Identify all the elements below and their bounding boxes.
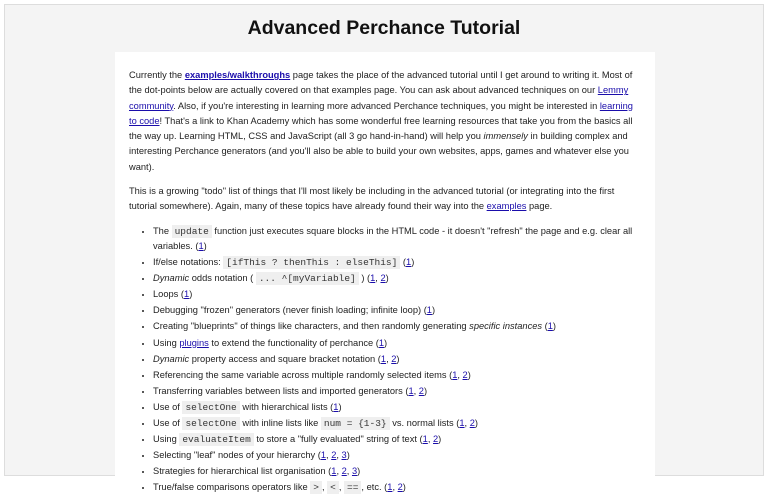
emphasis-text: Dynamic [153, 353, 190, 364]
todo-list-item [153, 271, 641, 286]
todo-list-item [153, 416, 641, 431]
text: ) [411, 257, 415, 268]
text: , [392, 482, 398, 493]
emphasis-text: Dynamic [153, 273, 190, 284]
text: , [464, 418, 470, 428]
text: , [346, 466, 352, 477]
text: vs. normal lists ( [389, 418, 460, 428]
text: Loops ( [153, 289, 185, 300]
reference-link[interactable]: 2 [397, 482, 403, 493]
inline-code: update [172, 225, 212, 238]
text: , [386, 353, 392, 364]
inline-link[interactable]: learning to code [129, 100, 633, 126]
todo-list-item [153, 352, 641, 367]
page-title: Advanced Perchance Tutorial [247, 17, 521, 39]
inline-link[interactable]: examples/walkthroughs [184, 70, 291, 80]
todo-list-item [153, 255, 641, 270]
text: ) [346, 450, 350, 461]
reference-link[interactable]: 2 [341, 466, 347, 477]
text: Transferring variables between lists and imported generators ( [153, 385, 409, 396]
reference-link[interactable]: 3 [351, 466, 358, 477]
todo-list-item [153, 464, 641, 479]
todo-list-item [153, 480, 641, 495]
inline-link[interactable]: Lemmy community [129, 85, 629, 111]
text: property access and square bracket notation ( [189, 353, 381, 364]
text: ! That's a link to Khan Academy which has some wonderful free learning resources that take you from the basics all the way up. Learning HTML, CSS and JavaScript (all 3 go hand-in-hand) will help you [129, 115, 633, 142]
text: , [336, 466, 342, 477]
inline-code: > [310, 481, 322, 494]
text: in building complex and interesting Perchance generators (and you'll also be able to build your own websites, apps, games and whatever else you want). [129, 131, 629, 172]
reference-link[interactable]: 1 [184, 289, 190, 300]
reference-link[interactable]: 1 [320, 450, 327, 461]
text: ) [423, 385, 428, 396]
reference-link[interactable]: 1 [380, 353, 387, 364]
reference-link[interactable]: 2 [433, 434, 439, 445]
inline-code: < [327, 481, 339, 494]
page-frame [4, 4, 764, 494]
text: If/else notations: [153, 257, 224, 268]
reference-link[interactable]: 1 [406, 257, 412, 268]
text: ) [431, 305, 436, 316]
text: , [338, 482, 345, 493]
text: , [375, 273, 381, 284]
inline-code: selectOne [182, 417, 239, 430]
text: Referencing the same variable across multiple randomly selected items ( [153, 369, 453, 380]
reference-link[interactable]: 1 [198, 240, 204, 251]
text: ( [542, 321, 548, 332]
intro-paragraph [129, 68, 641, 175]
text: ) [338, 401, 342, 412]
text: ) [552, 321, 556, 332]
todo-list-item [153, 384, 641, 399]
reference-link[interactable]: 2 [391, 353, 397, 364]
text: odds notation ( [189, 273, 256, 284]
text: , [427, 434, 433, 445]
text: ) [474, 418, 478, 428]
text: , etc. ( [361, 482, 388, 493]
reference-link[interactable]: 1 [422, 434, 428, 445]
text: ) [396, 353, 400, 364]
reference-link[interactable]: 1 [547, 321, 553, 332]
text: Creating "blueprints" of things like characters, and then randomly generating [153, 321, 470, 332]
text: ) [189, 289, 193, 300]
todo-list-item [153, 319, 641, 334]
content-card [115, 52, 655, 494]
reference-link[interactable]: 1 [333, 401, 339, 412]
text: ) [203, 240, 207, 251]
text: with hierarchical lists ( [239, 401, 334, 412]
text: Using [153, 337, 180, 348]
text: , [321, 482, 328, 493]
inline-code: == [344, 481, 361, 494]
text: Selecting "leaf" nodes of your hierarchy ( [153, 450, 321, 461]
reference-link[interactable]: 1 [331, 466, 337, 477]
text: Using [153, 434, 180, 445]
text: page takes the place of the advanced tutorial until I get around to writing it. Most of the dot-points below are actually covered on that examples page. You can ask about advanced techniques on our [129, 70, 633, 96]
text: . Also, if you're interesting in learning more advanced Perchance techniques, you might be interested in [173, 100, 600, 111]
todo-list-item [153, 432, 641, 447]
todo-list-item [153, 224, 641, 255]
text: with inline lists like [239, 418, 321, 428]
inline-code: selectOne [182, 401, 239, 414]
text: ) [467, 369, 471, 380]
text: , [326, 450, 332, 461]
reference-link[interactable]: 2 [418, 385, 424, 396]
reference-link[interactable]: 1 [426, 305, 432, 316]
text: , [457, 369, 463, 380]
inline-link[interactable]: plugins [179, 337, 209, 348]
reference-link[interactable]: 1 [459, 418, 465, 428]
reference-link[interactable]: 3 [341, 450, 347, 461]
todo-list-item [153, 336, 641, 351]
inline-code: num = {1-3} [321, 417, 390, 430]
text: The [153, 225, 172, 236]
reference-link[interactable]: 1 [408, 385, 414, 396]
emphasis-text: immensely [483, 131, 528, 142]
inline-code: ... ^[myVariable] [256, 272, 359, 285]
reference-link[interactable]: 1 [452, 369, 458, 380]
text: Strategies for hierarchical list organisation ( [153, 466, 332, 477]
reference-link[interactable]: 2 [469, 418, 475, 428]
text: ) [385, 273, 389, 284]
todo-list-item [153, 448, 641, 463]
reference-link[interactable]: 1 [370, 273, 376, 284]
inline-code: [ifThis ? thenThis : elseThis] [223, 256, 400, 269]
text: , [336, 450, 342, 461]
todo-list-item [153, 400, 641, 415]
text: This is a growing "todo" list of things that I'll most likely be including in the advanced tutorial (or integrating into the first tutorial somewhere). Again, many of these topics have already found their way into the [129, 186, 615, 212]
text: function just executes square blocks in the HTML code - it doesn't "refresh" the page and e.g. clear all variables. ( [153, 225, 633, 251]
reference-link[interactable]: 2 [331, 450, 337, 461]
text: Use of [153, 418, 183, 428]
text: Debugging "frozen" generators (never finish loading; infinite loop) ( [153, 305, 427, 316]
todo-list-item [153, 287, 641, 302]
text: , [413, 385, 419, 396]
inline-code: evaluateItem [179, 433, 253, 446]
reference-link[interactable]: 2 [462, 369, 468, 380]
text: to store a "fully evaluated" string of text ( [253, 434, 423, 445]
emphasis-text: specific instances [469, 321, 543, 332]
todo-list-item [153, 303, 641, 318]
text: Currently the [129, 70, 185, 80]
text: ) [384, 337, 388, 348]
text: ) [402, 482, 406, 493]
reference-link[interactable]: 2 [380, 273, 386, 284]
todo-intro-paragraph [129, 184, 641, 215]
reference-link[interactable]: 1 [387, 482, 393, 493]
text: Use of [153, 401, 183, 412]
text: True/false comparisons operators like [153, 482, 311, 493]
text: page. [526, 201, 553, 212]
text: ( [400, 257, 407, 268]
text: ) ( [358, 273, 371, 284]
todo-list [129, 224, 641, 496]
text: ) [438, 434, 442, 445]
inline-link[interactable]: examples [486, 201, 527, 212]
reference-link[interactable]: 1 [378, 337, 385, 348]
text: to extend the functionality of perchance ( [208, 337, 379, 348]
text: ) [357, 466, 361, 477]
todo-list-item [153, 368, 641, 383]
